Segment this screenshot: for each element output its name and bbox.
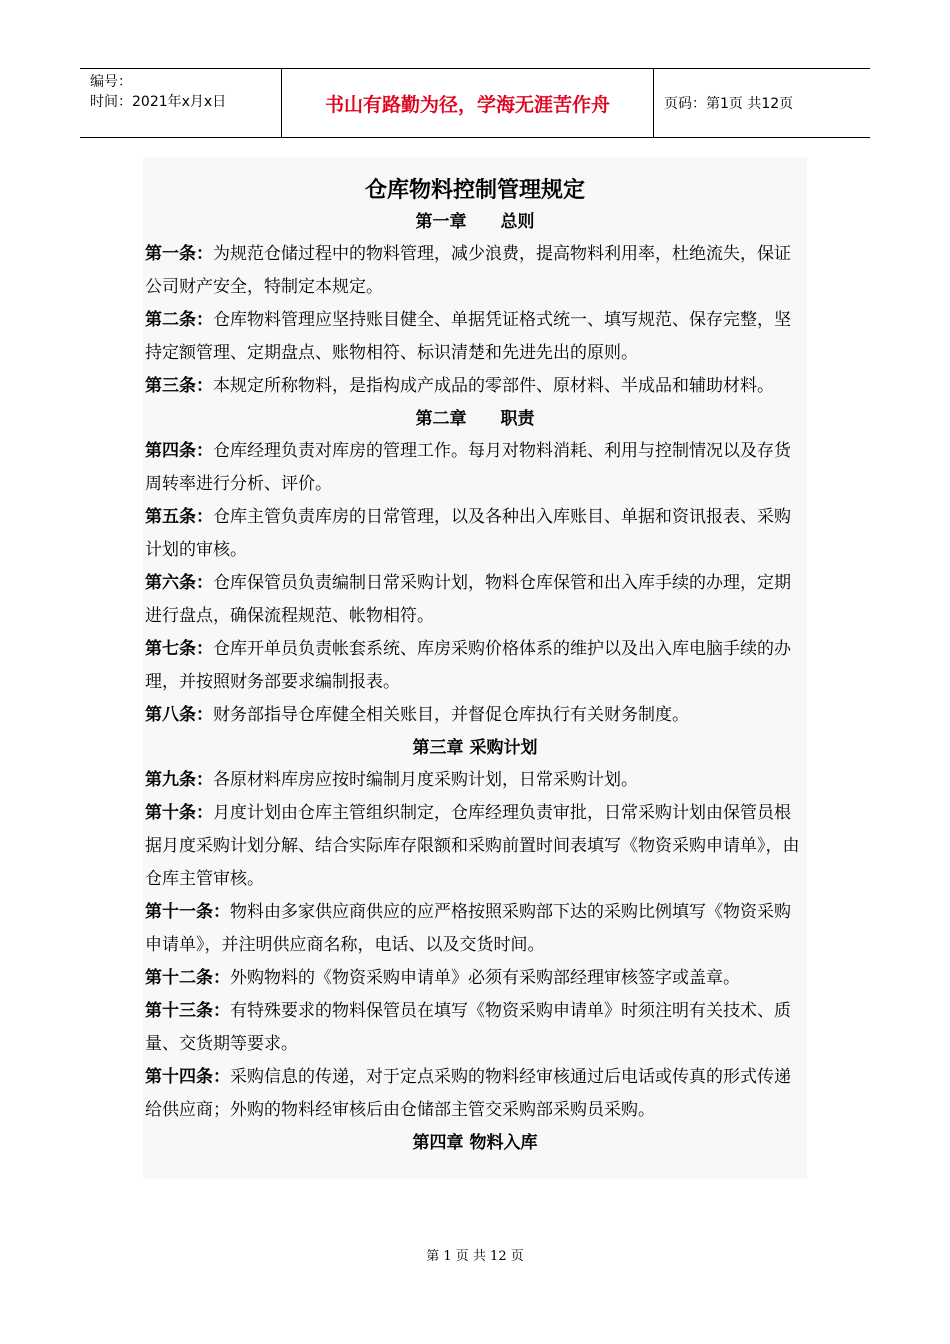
- article-label: 第七条：: [145, 639, 213, 659]
- article-4: [143, 435, 807, 501]
- article-label: 第五条：: [145, 507, 213, 527]
- article-label: 第十三条：: [145, 1001, 230, 1021]
- article-1: [143, 238, 807, 304]
- page-footer: 第 1 页 共 12 页: [426, 1249, 524, 1264]
- header-motto: 书山有路勤为径，学海无涯苦作舟: [282, 69, 654, 137]
- article-text: 仓库物料管理应坚持账目健全、单据凭证格式统一、填写规范、保存完整，坚持定额管理、定期盘点、账物相符、标识清楚和先进先出的原则。: [145, 310, 791, 363]
- article-text: 有特殊要求的物料保管员在填写《物资采购申请单》时须注明有关技术、质量、交货期等要求。: [145, 1001, 791, 1054]
- article-text: 月度计划由仓库主管组织制定，仓库经理负责审批，日常采购计划由保管员根据月度采购计划分解、结合实际库存限额和采购前置时间表填写《物资采购申请单》，由仓库主管审核。: [145, 803, 800, 889]
- article-text: 财务部指导仓库健全相关账目，并督促仓库执行有关财务制度。: [213, 705, 689, 725]
- article-text: 仓库开单员负责帐套系统、库房采购价格体系的维护以及出入库电脑手续的办理，并按照财务部要求编制报表。: [145, 639, 791, 692]
- article-text: 为规范仓储过程中的物料管理，减少浪费，提高物料利用率，杜绝流失，保证公司财产安全，特制定本规定。: [145, 244, 791, 297]
- article-label: 第九条：: [145, 770, 213, 790]
- article-label: 第一条：: [145, 244, 213, 264]
- article-6: [143, 567, 807, 633]
- article-text: 物料由多家供应商供应的应严格按照采购部下达的采购比例填写《物资采购申请单》，并注明供应商名称，电话、以及交货时间。: [145, 902, 791, 955]
- header-number: 编号：: [90, 74, 132, 90]
- article-7: [143, 633, 807, 699]
- article-label: 第四条：: [145, 441, 213, 461]
- header-meta: [80, 69, 282, 137]
- article-12: [143, 962, 807, 995]
- article-text: 外购物料的《物资采购申请单》必须有采购部经理审核签字或盖章。: [230, 968, 740, 988]
- article-label: 第十一条：: [145, 902, 230, 922]
- chapter-heading-2: [143, 403, 807, 435]
- article-label: 第三条：: [145, 376, 213, 396]
- chapter-name: 职责: [500, 409, 535, 429]
- article-label: 第十条：: [145, 803, 213, 823]
- chapter-heading-1: [143, 206, 807, 238]
- page-header: [80, 68, 870, 138]
- article-text: 仓库经理负责对库房的管理工作。每月对物料消耗、利用与控制情况以及存货周转率进行分析、评价。: [145, 441, 791, 494]
- document-title: 仓库物料控制管理规定: [364, 177, 585, 203]
- document-body: [143, 157, 807, 1179]
- chapter-number: 第二章: [415, 409, 467, 429]
- article-label: 第二条：: [145, 310, 213, 330]
- article-5: [143, 501, 807, 567]
- article-14: [143, 1061, 807, 1127]
- article-label: 第十二条：: [145, 968, 230, 988]
- article-text: 仓库保管员负责编制日常采购计划，物料仓库保管和出入库手续的办理，定期进行盘点，确保流程规范、帐物相符。: [145, 573, 791, 626]
- article-label: 第八条：: [145, 705, 213, 725]
- article-text: 仓库主管负责库房的日常管理，以及各种出入库账目、单据和资讯报表、采购计划的审核。: [145, 507, 791, 560]
- chapter-heading-3: 第三章 采购计划: [412, 738, 538, 758]
- article-text: 本规定所称物料，是指构成产成品的零部件、原材料、半成品和辅助材料。: [213, 376, 774, 396]
- header-time: 时间：2021年x月x日: [90, 94, 227, 110]
- chapter-name: 总则: [500, 212, 535, 232]
- article-8: [143, 699, 807, 732]
- article-2: [143, 304, 807, 370]
- article-3: [143, 370, 807, 403]
- article-13: [143, 995, 807, 1061]
- chapter-heading-4: 第四章 物料入库: [412, 1133, 538, 1153]
- article-10: [143, 797, 807, 896]
- chapter-number: 第一章: [415, 212, 467, 232]
- header-page-number: 页码：第1页 共12页: [664, 96, 794, 112]
- article-text: 采购信息的传递，对于定点采购的物料经审核通过后电话或传真的形式传递给供应商；外购的物料经审核后由仓储部主管交采购部采购员采购。: [145, 1067, 791, 1120]
- article-label: 第十四条：: [145, 1067, 230, 1087]
- article-9: [143, 764, 807, 797]
- article-11: [143, 896, 807, 962]
- article-label: 第六条：: [145, 573, 213, 593]
- article-text: 各原材料库房应按时编制月度采购计划，日常采购计划。: [213, 770, 638, 790]
